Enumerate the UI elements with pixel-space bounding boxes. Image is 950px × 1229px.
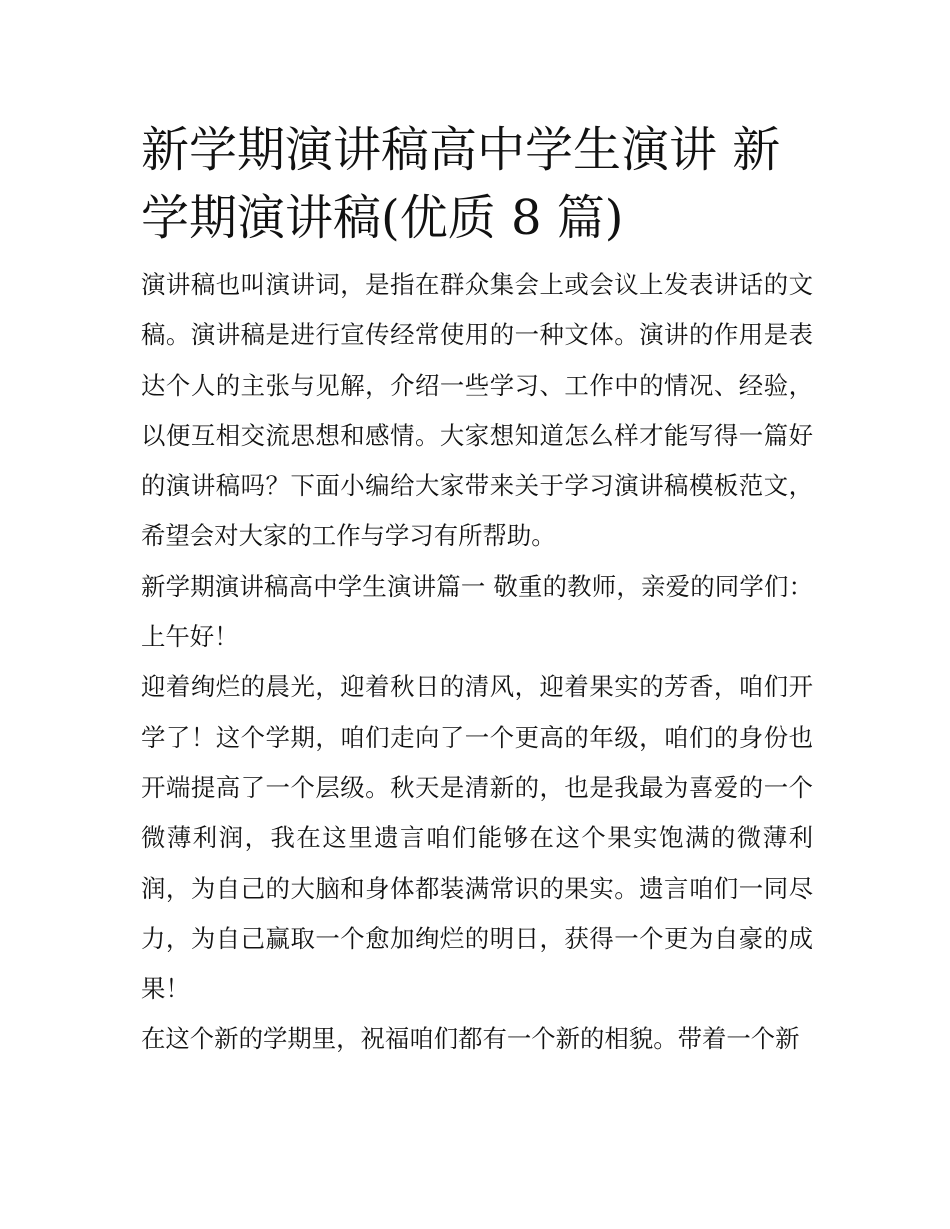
speech-heading-paragraph: 新学期演讲稿高中学生演讲篇一 敬重的教师，亲爱的同学们： 上午好！	[141, 571, 813, 652]
speech-paragraph-2: 在这个新的学期里，祝福咱们都有一个新的相貌。带着一个新	[141, 1024, 800, 1054]
speech-paragraph-1: 迎着绚烂的晨光，迎着秋日的清风，迎着果实的芳香，咱们开学了！这个学期，咱们走向了一个更高的年级，咱们的身份也开端提高了一个层级。秋天是清新的，也是我最为喜爱的一个微薄利润，我在这里遗言咱们能够在这个果实饱满的微薄利润，为自己的大脑和身体都装满常识的果实。遗言咱们一同尽力，为自己赢取一个愈加绚烂的明日，获得一个更为自豪的成果！	[141, 672, 813, 1004]
document-title: 新学期演讲稿高中学生演讲 新学期演讲稿(优质 8 篇)	[141, 122, 781, 246]
intro-paragraph: 演讲稿也叫演讲词，是指在群众集会上或会议上发表讲话的文稿。演讲稿是进行宣传经常使用的一种文体。演讲的作用是表达个人的主张与见解，介绍一些学习、工作中的情况、经验，以便互相交流思想和感情。大家想知道怎么样才能写得一篇好的演讲稿吗？下面小编给大家带来关于学习演讲稿模板范文，希望会对大家的工作与学习有所帮助。	[141, 270, 813, 551]
document-content	[141, 116, 813, 1065]
document-body	[141, 260, 813, 1065]
